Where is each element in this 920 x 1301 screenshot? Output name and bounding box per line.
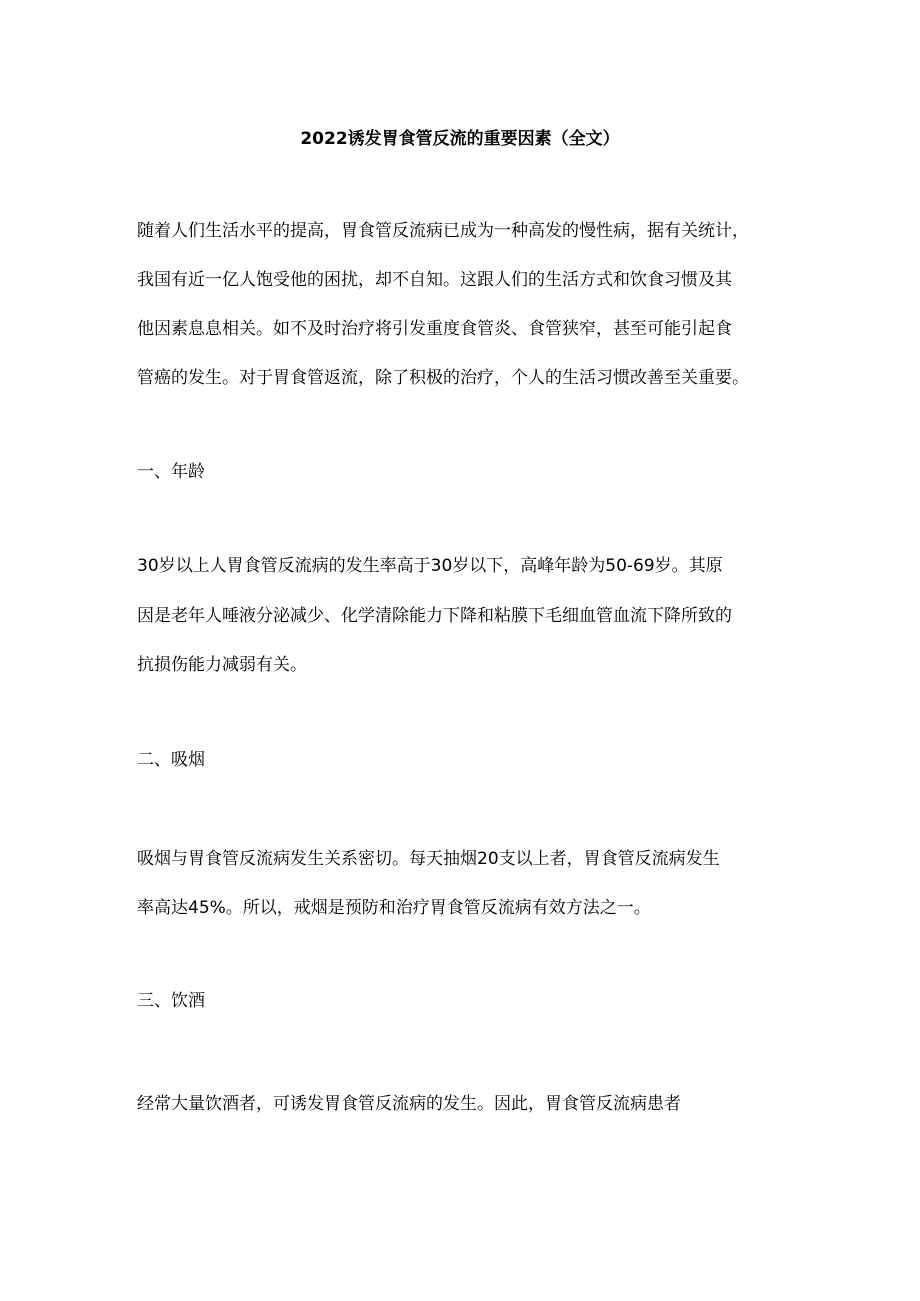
section-heading-age: 一、年龄 xyxy=(137,462,205,482)
section-age-line: 因是老年人唾液分泌减少、化学清除能力下降和粘膜下毛细血管血流下降所致的 xyxy=(137,606,732,626)
section-drinking-line: 经常大量饮酒者，可诱发胃食管反流病的发生。因此，胃食管反流病患者 xyxy=(137,1094,681,1114)
section-age-line: 抗损伤能力减弱有关。 xyxy=(137,655,307,675)
section-smoking-line: 吸烟与胃食管反流病发生关系密切。每天抽烟20支以上者，胃食管反流病发生 xyxy=(137,849,720,869)
document-title: 2022诱发胃食管反流的重要因素（全文） xyxy=(300,129,620,149)
section-heading-drinking: 三、饮酒 xyxy=(137,991,205,1011)
intro-line: 随着人们生活水平的提高，胃食管反流病已成为一种高发的慢性病，据有关统计， xyxy=(137,221,749,241)
intro-line: 管癌的发生。对于胃食管返流，除了积极的治疗，个人的生活习惯改善至关重要。 xyxy=(137,368,749,388)
intro-line: 我国有近一亿人饱受他的困扰，却不自知。这跟人们的生活方式和饮食习惯及其 xyxy=(137,270,732,290)
section-age-line: 30岁以上人胃食管反流病的发生率高于30岁以下，高峰年龄为50-69岁。其原 xyxy=(137,556,723,576)
intro-line: 他因素息息相关。如不及时治疗将引发重度食管炎、食管狭窄，甚至可能引起食 xyxy=(137,319,732,339)
section-heading-smoking: 二、吸烟 xyxy=(137,750,205,770)
section-smoking-line: 率高达45%。所以，戒烟是预防和治疗胃食管反流病有效方法之一。 xyxy=(137,898,651,918)
